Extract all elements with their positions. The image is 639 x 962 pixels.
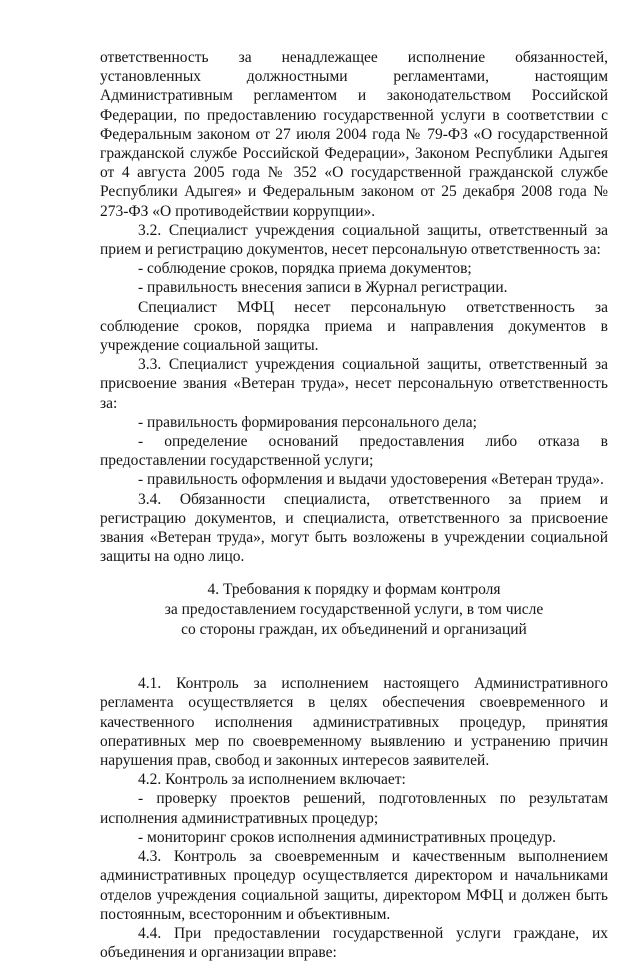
list-item: - определение оснований предоставления либо отказа в предоставлении государственной услуги; <box>100 433 608 470</box>
section-heading-line: со стороны граждан, их объединений и организаций <box>181 620 527 638</box>
continuation-paragraph: ответственность за ненадлежащее исполнение обязанностей, установленных должностными регламентами, настоящим Административным регламентом и законодательством Российской Федерации, по предоставлению государственной услуги в соответствии с Федеральным законом от 27 июля 2004 года № 79-ФЗ «О государственной гражданской службе Российской Федерации», Законом Республики Адыгея от 4 августа 2005 года № 352 «О государственной гражданской службе Республики Адыгея» и Федеральным законом от 25 декабря 2008 года № 273-ФЗ «О противодействии коррупции». <box>100 49 608 220</box>
list-item: - правильность оформления и выдачи удостоверения «Ветеран труда». <box>138 471 604 489</box>
paragraph-4-1: 4.1. Контроль за исполнением настоящего Административного регламента осуществляется в целях обеспечения своевременного и качественного исполнения административных процедур, принятия оперативных мер по своевременному выявлению и устранению причин нарушения прав, свобод и законных интересов заявителей. <box>100 675 608 770</box>
list-item: - соблюдение сроков, порядка приема документов; <box>138 260 472 278</box>
paragraph-3-4: 3.4. Обязанности специалиста, ответственного за прием и регистрацию документов, и специалиста, ответственного за присвоение звания «Ветеран труда», могут быть возложены в учреждении социальной защиты на одно лицо. <box>100 490 608 566</box>
paragraph-3-3: 3.3. Специалист учреждения социальной защиты, ответственный за присвоение звания «Ветеран труда», несет персональную ответственность за: <box>100 356 608 412</box>
document-body <box>100 48 608 962</box>
list-item: - правильность формирования персонального дела; <box>138 413 477 431</box>
section-heading-line: за предоставлением государственной услуги, в том числе <box>164 601 544 619</box>
paragraph-4-3: 4.3. Контроль за своевременным и качественным выполнением административных процедур осуществляется директором и начальниками отделов учреждения социальной защиты, директором МФЦ и должен быть постоянным, всесторонним и объективным. <box>100 848 608 923</box>
list-item: - проверку проектов решений, подготовленных по результатам исполнения административных процедур; <box>100 790 608 827</box>
paragraph-4-2: 4.2. Контроль за исполнением включает: <box>138 771 406 789</box>
list-item: - мониторинг сроков исполнения административных процедур. <box>138 828 556 846</box>
list-item: - правильность внесения записи в Журнал регистрации. <box>138 279 508 297</box>
paragraph-3-2: 3.2. Специалист учреждения социальной защиты, ответственный за прием и регистрацию документов, несет персональную ответственность за: <box>100 221 608 259</box>
paragraph-4-4: 4.4. При предоставлении государственной услуги граждане, их объединения и организации вправе: <box>100 924 608 962</box>
section-4-heading <box>100 580 608 639</box>
paragraph-mfc: Специалист МФЦ несет персональную ответственность за соблюдение сроков, порядка приема и направления документов в учреждение социальной защиты. <box>100 298 608 355</box>
section-heading-line: 4. Требования к порядку и формам контроля <box>207 581 501 599</box>
